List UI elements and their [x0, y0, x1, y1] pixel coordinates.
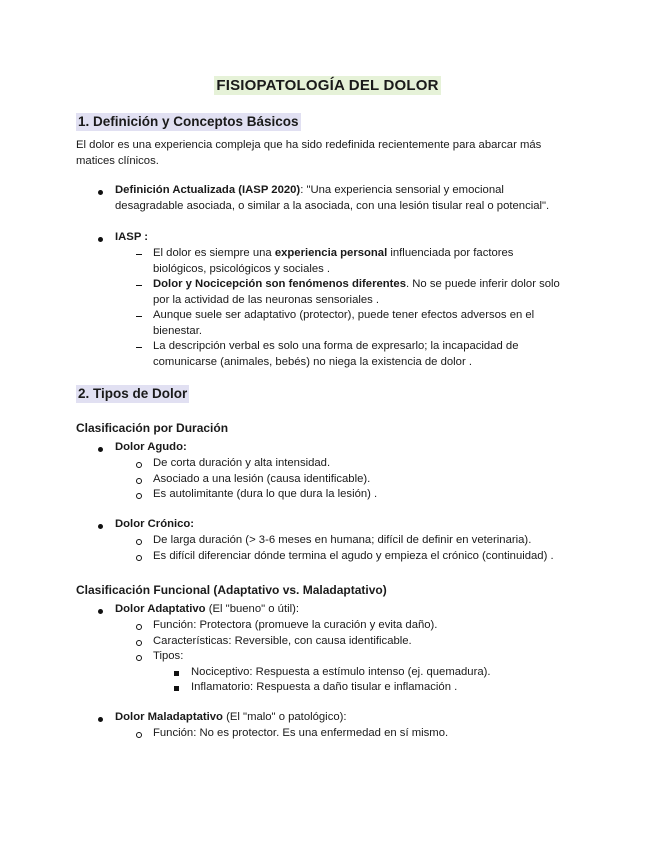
circle-bullet-icon — [136, 732, 142, 738]
square-bullet-icon — [174, 671, 179, 676]
bullet-dot-icon — [98, 447, 103, 452]
adaptativo-item: Dolor Adaptativo (El "bueno" o útil): — [115, 603, 300, 615]
circle-bullet-icon — [136, 640, 142, 646]
cronico-item: Es difícil diferenciar dónde termina el agudo y empieza el crónico (continuidad) . — [153, 550, 554, 562]
circle-bullet-icon — [136, 555, 142, 561]
adaptativo-subitem: Función: Protectora (promueve la curación y evita daño). — [153, 619, 438, 631]
cronico-item: De larga duración (> 3-6 meses en humana; difícil de definir en veterinaria). — [153, 534, 532, 546]
circle-bullet-icon — [136, 462, 142, 468]
bullet-dot-icon — [98, 524, 103, 529]
agudo-item: De corta duración y alta intensidad. — [153, 457, 331, 469]
adaptativo-subitem: Tipos: — [153, 650, 184, 662]
bullet-dot-icon — [98, 717, 103, 722]
section1-heading: 1. Definición y Conceptos Básicos — [78, 114, 299, 129]
dash-icon — [136, 347, 142, 348]
adaptativo-subitem: Características: Reversible, con causa identificable. — [153, 635, 412, 647]
agudo-item: Asociado a una lesión (causa identificable). — [153, 473, 371, 485]
circle-bullet-icon — [136, 539, 142, 545]
iasp-item: Aunque suele ser adaptativo (protector), puede tener efectos adversos en el bienestar. — [153, 309, 535, 337]
maladaptativo-subitem: Función: No es protector. Es una enfermedad en sí mismo. — [153, 727, 449, 739]
duration-heading: Clasificación por Duración — [76, 421, 229, 435]
circle-bullet-icon — [136, 624, 142, 630]
dash-icon — [136, 316, 142, 317]
section2-heading: 2. Tipos de Dolor — [78, 386, 188, 401]
circle-bullet-icon — [136, 493, 142, 499]
adaptativo-type: Inflamatorio: Respuesta a daño tisular e inflamación . — [191, 681, 458, 693]
circle-bullet-icon — [136, 478, 142, 484]
maladaptativo-item: Dolor Maladaptativo (El "malo" o patológico): — [115, 711, 347, 723]
square-bullet-icon — [174, 686, 179, 691]
bullet-dot-icon — [98, 190, 103, 195]
dash-icon — [136, 285, 142, 286]
iasp-item: La descripción verbal es solo una forma de expresarlo; la incapacidad de comunicarse (animales, bebés) no niega la existencia de dolor . — [153, 340, 519, 368]
iasp-label: IASP : — [115, 231, 149, 243]
iasp-item: Dolor y Nocicepción son fenómenos diferentes. No se puede inferir dolor solo por la actividad de las neuronas sensoriales . — [153, 278, 560, 306]
iasp-item: El dolor es siempre una experiencia personal influenciada por factores biológicos, psicológicos y sociales . — [153, 247, 514, 275]
agudo-label: Dolor Agudo: — [115, 441, 187, 453]
definition-item: Definición Actualizada (IASP 2020): "Una experiencia sensorial y emocional desagradable asociada, o similar a la asociada, con una lesión tisular real o potencial". — [115, 184, 550, 212]
agudo-item: Es autolimitante (dura lo que dura la lesión) . — [153, 488, 378, 500]
page-title: FISIOPATOLOGÍA DEL DOLOR — [216, 77, 439, 94]
circle-bullet-icon — [136, 655, 142, 661]
dash-icon — [136, 254, 142, 255]
cronico-label: Dolor Crónico: — [115, 518, 195, 530]
functional-heading: Clasificación Funcional (Adaptativo vs. Maladaptativo) — [76, 583, 387, 597]
section1-intro: El dolor es una experiencia compleja que ha sido redefinida recientemente para abarcar más matices clínicos. — [76, 139, 542, 167]
adaptativo-type: Nociceptivo: Respuesta a estímulo intenso (ej. quemadura). — [191, 666, 491, 678]
bullet-dot-icon — [98, 609, 103, 614]
bullet-dot-icon — [98, 237, 103, 242]
